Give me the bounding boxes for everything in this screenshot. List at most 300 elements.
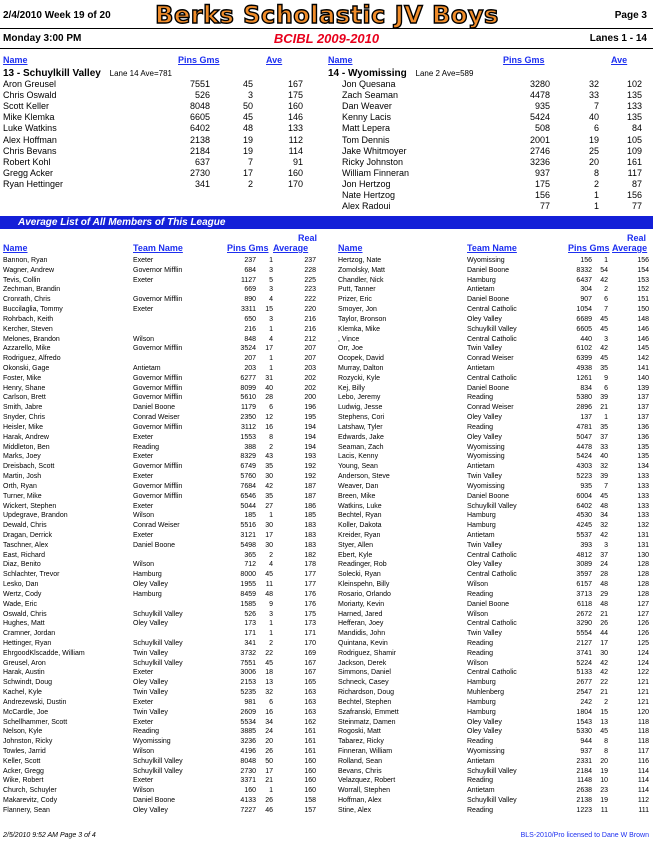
member-pins: 8332	[576, 266, 592, 274]
average-list-row	[338, 413, 651, 423]
member-average: 195	[304, 414, 316, 422]
member-games: 16	[265, 423, 273, 431]
average-list-row	[3, 384, 318, 394]
member-pins: 907	[580, 296, 592, 304]
bowler-pins: 2138	[189, 134, 210, 145]
member-name: Dreisbach, Scott	[3, 463, 55, 471]
member-average: 151	[637, 296, 649, 304]
avg-left-col-real: Real	[298, 233, 318, 243]
member-pins: 2730	[240, 767, 256, 775]
member-pins: 526	[244, 610, 256, 618]
member-name: Nelson, Kyle	[3, 728, 43, 736]
member-name: Rodriguez, Alfredo	[3, 355, 61, 363]
member-games: 27	[265, 502, 273, 510]
member-pins: 2184	[576, 767, 592, 775]
avg-left-col-pins-gms: Pins Gms	[227, 243, 269, 253]
average-list-row	[3, 668, 318, 678]
member-team: Schuylkill Valley	[133, 767, 183, 775]
member-team: Hamburg	[467, 276, 496, 284]
member-average: 121	[637, 679, 649, 687]
member-pins: 171	[244, 630, 256, 638]
member-games: 31	[265, 374, 273, 382]
average-list-row	[3, 570, 318, 580]
bowler-pins: 341	[194, 178, 210, 189]
team-bowler-row	[342, 168, 653, 179]
member-average: 126	[637, 620, 649, 628]
member-pins: 3290	[576, 620, 592, 628]
member-name: Stine, Alex	[338, 806, 372, 814]
member-games: 34	[600, 512, 608, 520]
member-games: 42	[600, 659, 608, 667]
team1-title	[3, 68, 172, 79]
member-team: Reading	[467, 806, 494, 814]
member-team: Central Catholic	[467, 335, 517, 343]
bowler-name: Scott Keller	[3, 101, 50, 112]
member-name: Updegrave, Brandon	[3, 512, 68, 520]
member-name: Moriarty, Kevin	[338, 600, 385, 608]
member-name: Rogoski, Matt	[338, 728, 381, 736]
average-list-row	[3, 423, 318, 433]
member-pins: 4133	[240, 797, 256, 805]
member-name: Rolland, Sean	[338, 757, 382, 765]
member-name: Johnston, Ricky	[3, 738, 53, 746]
bowler-games: 33	[588, 90, 599, 101]
member-games: 1	[269, 620, 273, 628]
member-games: 26	[265, 748, 273, 755]
member-team: Twin Valley	[133, 689, 168, 697]
member-average: 157	[304, 806, 316, 814]
member-team: Antietam	[467, 365, 495, 373]
bowler-games: 19	[242, 134, 253, 145]
bowler-average: 117	[627, 167, 642, 178]
average-list-row	[338, 610, 651, 620]
member-games: 21	[600, 689, 608, 697]
member-team: Oley Valley	[467, 315, 502, 323]
bowler-average: 175	[287, 90, 303, 101]
member-games: 24	[265, 728, 273, 736]
bowler-name: Tom Dennis	[342, 134, 390, 145]
member-team: Hamburg	[467, 708, 496, 716]
member-average: 207	[304, 345, 316, 353]
member-name: Smoyer, Jon	[338, 306, 377, 314]
member-pins: 1148	[576, 777, 592, 785]
member-team: Daniel Boone	[467, 296, 510, 304]
member-team: Central Catholic	[467, 669, 517, 677]
member-average: 128	[637, 571, 649, 579]
member-team: Hamburg	[133, 571, 162, 579]
bowler-average: 112	[288, 134, 303, 145]
member-team: Wilson	[467, 610, 489, 618]
average-list-row	[3, 511, 318, 521]
member-pins: 160	[244, 787, 256, 795]
member-team: Reading	[133, 728, 160, 736]
average-list-row	[338, 649, 651, 659]
member-name: Mandidis, John	[338, 630, 386, 638]
member-name: Hughes, Matt	[3, 620, 45, 628]
member-games: 39	[600, 473, 608, 481]
bowler-name: Luke Watkins	[3, 123, 57, 134]
member-name: EhrgoodKlscadde, William	[3, 649, 85, 657]
member-name: Tabarez, Ricky	[338, 738, 384, 746]
average-list-row	[3, 364, 318, 374]
member-name: Jackson, Derek	[338, 659, 387, 667]
member-pins: 712	[244, 561, 256, 569]
avg-left-col-average: Average	[273, 243, 309, 253]
member-pins: 3885	[240, 728, 256, 736]
member-games: 42	[600, 669, 608, 677]
average-list-row	[338, 266, 651, 276]
member-average: 116	[637, 757, 649, 765]
member-team: Exeter	[133, 669, 154, 677]
member-name: Ebert, Kyle	[338, 551, 373, 559]
member-average: 124	[637, 659, 649, 667]
member-name: , Vince	[338, 335, 360, 343]
member-average: 192	[304, 473, 316, 481]
member-average: 178	[304, 561, 316, 569]
bowler-average: 87	[631, 178, 642, 189]
member-name: Hertzog, Nate	[338, 257, 382, 264]
average-list-row	[338, 354, 651, 364]
member-team: Oley Valley	[133, 679, 168, 687]
member-average: 146	[637, 335, 649, 343]
member-average: 133	[637, 512, 649, 520]
bowler-pins: 937	[534, 167, 550, 178]
member-average: 128	[637, 590, 649, 598]
member-games: 46	[265, 806, 273, 814]
member-name: Heisler, Mike	[3, 423, 44, 431]
member-pins: 6004	[576, 492, 592, 500]
average-list-row	[338, 776, 651, 786]
member-games: 6	[269, 698, 273, 706]
member-games: 1	[269, 512, 273, 520]
member-name: Richardson, Doug	[338, 689, 395, 697]
average-list-row	[338, 305, 651, 315]
average-list-row	[338, 256, 651, 266]
member-name: Cramner, Jordan	[3, 630, 56, 638]
member-team: Daniel Boone	[133, 541, 176, 549]
member-pins: 173	[244, 620, 256, 628]
member-pins: 4196	[240, 748, 256, 755]
team-bowler-row	[342, 90, 653, 101]
member-pins: 1804	[576, 708, 592, 716]
bowler-games: 40	[588, 112, 599, 123]
member-team: Exeter	[133, 718, 154, 726]
member-name: Acker, Gregg	[3, 767, 44, 775]
member-pins: 1585	[240, 600, 256, 608]
member-games: 32	[600, 522, 608, 530]
average-list-row	[338, 541, 651, 551]
member-pins: 1261	[576, 374, 592, 382]
member-games: 30	[600, 649, 608, 657]
average-list-row	[3, 776, 318, 786]
bowler-name: William Finneran	[342, 167, 410, 178]
bowler-pins: 6605	[189, 112, 210, 123]
member-games: 43	[265, 453, 273, 461]
member-average: 237	[304, 257, 316, 264]
member-name: Kleinspehn, Billy	[338, 581, 390, 589]
member-name: Harned, Jared	[338, 610, 383, 618]
average-list-banner	[0, 216, 653, 229]
average-list-row	[3, 305, 318, 315]
bowler-games: 8	[593, 167, 599, 178]
member-average: 228	[304, 266, 316, 274]
member-games: 40	[265, 384, 273, 392]
member-average: 194	[304, 423, 316, 431]
member-games: 39	[600, 394, 608, 402]
average-list-row	[3, 335, 318, 345]
average-list-row	[338, 639, 651, 649]
member-team: Exeter	[133, 531, 154, 539]
member-average: 192	[304, 463, 316, 471]
average-list-row	[3, 600, 318, 610]
member-average: 158	[304, 797, 316, 805]
member-average: 136	[637, 423, 649, 431]
member-name: Worrall, Stephen	[338, 787, 391, 795]
bowler-games: 1	[593, 201, 599, 212]
member-average: 194	[304, 443, 316, 451]
member-average: 140	[637, 374, 649, 382]
member-team: Wilson	[467, 659, 489, 667]
member-games: 1	[604, 257, 608, 264]
member-games: 44	[600, 630, 608, 638]
member-games: 1	[269, 257, 273, 264]
average-list-row	[338, 678, 651, 688]
member-average: 145	[637, 345, 649, 353]
member-average: 136	[637, 433, 649, 441]
member-pins: 3741	[576, 649, 592, 657]
member-average: 148	[637, 315, 649, 323]
member-pins: 3371	[240, 777, 256, 785]
member-games: 35	[600, 365, 608, 373]
member-name: Klemka, Mike	[338, 325, 381, 333]
member-pins: 156	[580, 257, 592, 264]
member-team: Wyomissing	[467, 443, 505, 451]
member-pins: 7551	[240, 659, 256, 667]
member-name: Towles, Jarrid	[3, 748, 46, 755]
member-team: Hamburg	[467, 522, 496, 530]
average-list-row	[338, 462, 651, 472]
member-pins: 1054	[576, 306, 592, 314]
member-team: Oley Valley	[467, 414, 502, 422]
bowler-average: 77	[631, 201, 642, 212]
team2-col-ave: Ave	[611, 55, 628, 65]
bowler-pins: 4478	[529, 90, 550, 101]
member-average: 126	[637, 630, 649, 638]
member-pins: 8000	[240, 571, 256, 579]
member-team: Schuylkill Valley	[467, 325, 517, 333]
member-average: 142	[637, 355, 649, 363]
member-team: Daniel Boone	[467, 384, 510, 392]
average-list-row	[3, 452, 318, 462]
bowler-pins: 156	[534, 190, 550, 200]
member-team: Reading	[467, 394, 494, 402]
member-games: 15	[265, 306, 273, 314]
member-average: 111	[638, 806, 649, 814]
average-list-row	[338, 325, 651, 335]
avg-right-col-real: Real	[627, 233, 647, 243]
member-name: Anderson, Steve	[338, 473, 390, 481]
member-average: 169	[304, 649, 316, 657]
member-games: 8	[604, 738, 608, 746]
average-list-row	[338, 393, 651, 403]
member-games: 54	[600, 266, 608, 274]
average-list-row	[3, 462, 318, 472]
member-average: 220	[304, 306, 316, 314]
member-name: Quintana, Kevin	[338, 639, 388, 647]
member-name: Stephens, Cori	[338, 414, 385, 422]
member-name: Breen, Mike	[338, 492, 376, 500]
member-average: 130	[637, 551, 649, 559]
member-team: Central Catholic	[467, 374, 517, 382]
average-list-row	[338, 403, 651, 413]
member-pins: 8048	[240, 757, 256, 765]
member-name: Marks, Joey	[3, 453, 41, 461]
member-average: 121	[637, 689, 649, 697]
average-list-row	[338, 502, 651, 512]
member-games: 28	[265, 394, 273, 402]
average-list-row	[338, 786, 651, 796]
member-team: Reading	[467, 777, 494, 785]
average-list-row	[338, 315, 651, 325]
member-team: Daniel Boone	[133, 404, 176, 412]
member-name: Kreider, Ryan	[338, 531, 381, 539]
member-team: Reading	[467, 649, 494, 657]
average-list-row	[338, 590, 651, 600]
average-list-row	[338, 629, 651, 639]
league-name: BCIBL 2009-2010	[273, 31, 380, 46]
bowler-pins: 7551	[189, 79, 210, 89]
member-average: 185	[304, 512, 316, 520]
member-games: 37	[600, 433, 608, 441]
average-list-row	[3, 433, 318, 443]
average-list-row	[3, 354, 318, 364]
member-average: 202	[304, 384, 316, 392]
member-name: Hoffman, Alex	[338, 797, 382, 805]
member-name: Steinmatz, Damen	[338, 718, 396, 726]
average-list-row	[338, 718, 651, 728]
average-list-row	[338, 737, 651, 747]
bowler-average: 160	[287, 167, 303, 178]
member-name: Bevans, Chris	[338, 767, 382, 775]
member-pins: 5330	[576, 728, 592, 736]
bowler-pins: 2001	[529, 134, 550, 145]
average-list-row	[338, 423, 651, 433]
member-average: 187	[304, 482, 316, 490]
member-name: Kercher, Steven	[3, 325, 53, 333]
member-average: 114	[637, 777, 649, 785]
member-average: 225	[304, 276, 316, 284]
member-pins: 5537	[576, 531, 592, 539]
member-games: 35	[600, 423, 608, 431]
member-average: 223	[304, 286, 316, 294]
member-pins: 1553	[240, 433, 256, 441]
bowler-name: Jon Quesana	[342, 79, 396, 89]
member-name: Diaz, Benito	[3, 561, 41, 569]
member-team: Schuylkill Valley	[467, 502, 517, 510]
member-pins: 4938	[576, 365, 592, 373]
member-pins: 1955	[240, 581, 256, 589]
team-bowler-row	[3, 123, 323, 134]
member-games: 30	[265, 522, 273, 530]
team2-title	[328, 68, 473, 79]
avg-left-col-name: Name	[3, 243, 28, 253]
member-average: 216	[304, 315, 316, 323]
bowler-games: 3	[247, 90, 253, 101]
average-list-row	[338, 443, 651, 453]
member-name: Edwards, Jake	[338, 433, 384, 441]
average-list-row	[338, 276, 651, 286]
member-pins: 6118	[576, 600, 592, 608]
member-team: Oley Valley	[467, 561, 502, 569]
member-games: 32	[265, 689, 273, 697]
member-games: 1	[269, 355, 273, 363]
member-name: Flannery, Sean	[3, 806, 50, 814]
member-pins: 6437	[576, 276, 592, 284]
member-name: Rohrbach, Keith	[3, 315, 54, 323]
average-list-row	[338, 364, 651, 374]
member-team: Exeter	[133, 257, 154, 264]
bowler-games: 17	[242, 167, 253, 178]
average-list-row	[3, 492, 318, 502]
team2-meta: Lane 2 Ave=589	[415, 69, 474, 78]
member-games: 19	[600, 797, 608, 805]
member-name: Henry, Shane	[3, 384, 46, 392]
member-name: Church, Schuyler	[3, 787, 57, 795]
member-games: 45	[600, 355, 608, 363]
member-games: 3	[604, 335, 608, 343]
member-name: Smith, Jabre	[3, 404, 43, 412]
member-name: Andrezewski, Dustin	[3, 698, 67, 706]
member-name: Keller, Scott	[3, 757, 41, 765]
member-name: McCardle, Joe	[3, 708, 49, 716]
member-pins: 6689	[576, 315, 592, 323]
bowler-average: 109	[626, 145, 642, 156]
member-average: 134	[637, 463, 649, 471]
member-average: 114	[637, 767, 649, 775]
member-pins: 388	[244, 443, 256, 451]
bowler-average: 102	[626, 79, 642, 89]
member-pins: 5760	[240, 473, 256, 481]
member-pins: 5224	[576, 659, 592, 667]
member-name: Rodriguez, Shamir	[338, 649, 396, 657]
average-list-row	[3, 393, 318, 403]
bowler-average: 133	[287, 123, 303, 134]
member-team: Oley Valley	[467, 728, 502, 736]
member-pins: 185	[244, 512, 256, 520]
member-games: 32	[600, 463, 608, 471]
member-team: Governor Mifflin	[133, 492, 183, 500]
bowler-name: Jake Whitmoyer	[342, 145, 407, 156]
average-list-row	[3, 560, 318, 570]
member-pins: 3089	[576, 561, 592, 569]
member-pins: 6402	[576, 502, 592, 510]
member-name: Velazquez, Robert	[338, 777, 396, 785]
member-games: 20	[265, 738, 273, 746]
member-games: 1	[269, 630, 273, 638]
bowler-games: 32	[588, 79, 599, 89]
average-list-row	[3, 806, 318, 816]
lanes-range: Lanes 1 - 14	[589, 33, 647, 44]
average-list-row	[338, 492, 651, 502]
member-pins: 3236	[240, 738, 256, 746]
member-name: Solecki, Ryan	[338, 571, 381, 579]
avg-right-col-pins-gms: Pins Gms	[568, 243, 610, 253]
member-team: Hamburg	[467, 679, 496, 687]
bowler-games: 25	[588, 145, 599, 156]
average-list-row	[3, 688, 318, 698]
member-games: 48	[600, 600, 608, 608]
member-name: Hettinger, Ryan	[3, 639, 52, 647]
